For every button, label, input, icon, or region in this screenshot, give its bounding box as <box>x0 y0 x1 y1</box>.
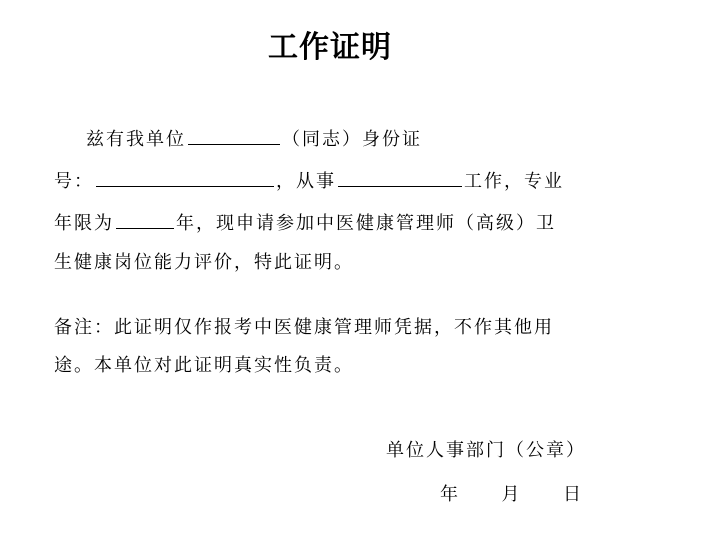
note-line-2: 途。本单位对此证明真实性负责。 <box>54 355 354 376</box>
page-title: 工作证明 <box>268 30 392 65</box>
body-line-1 <box>86 126 422 152</box>
body-text: ，从事 <box>276 171 336 192</box>
date-year: 年 <box>440 484 460 505</box>
body-line-4: 生健康岗位能力评价，特此证明。 <box>54 252 354 273</box>
id-number-blank[interactable] <box>96 168 274 187</box>
note-line-1: 备注：此证明仅作报考中医健康管理师凭据，不作其他用 <box>54 317 554 338</box>
job-blank[interactable] <box>338 168 462 187</box>
body-text: 号： <box>54 171 94 192</box>
body-line-2 <box>54 168 564 194</box>
body-text: 年，现申请参加中医健康管理师（高级）卫 <box>176 213 556 234</box>
department-seal-label: 单位人事部门（公章） <box>386 440 586 461</box>
body-text: 兹有我单位 <box>86 129 186 150</box>
years-blank[interactable] <box>116 210 174 229</box>
body-text: 工作，专业 <box>464 171 564 192</box>
unit-name-blank[interactable] <box>188 126 280 145</box>
body-line-3 <box>54 210 556 236</box>
body-text: （同志）身份证 <box>282 129 422 150</box>
date-line <box>440 480 583 506</box>
date-day: 日 <box>562 484 583 505</box>
body-text: 年限为 <box>54 213 114 234</box>
date-month: 月 <box>501 484 522 505</box>
